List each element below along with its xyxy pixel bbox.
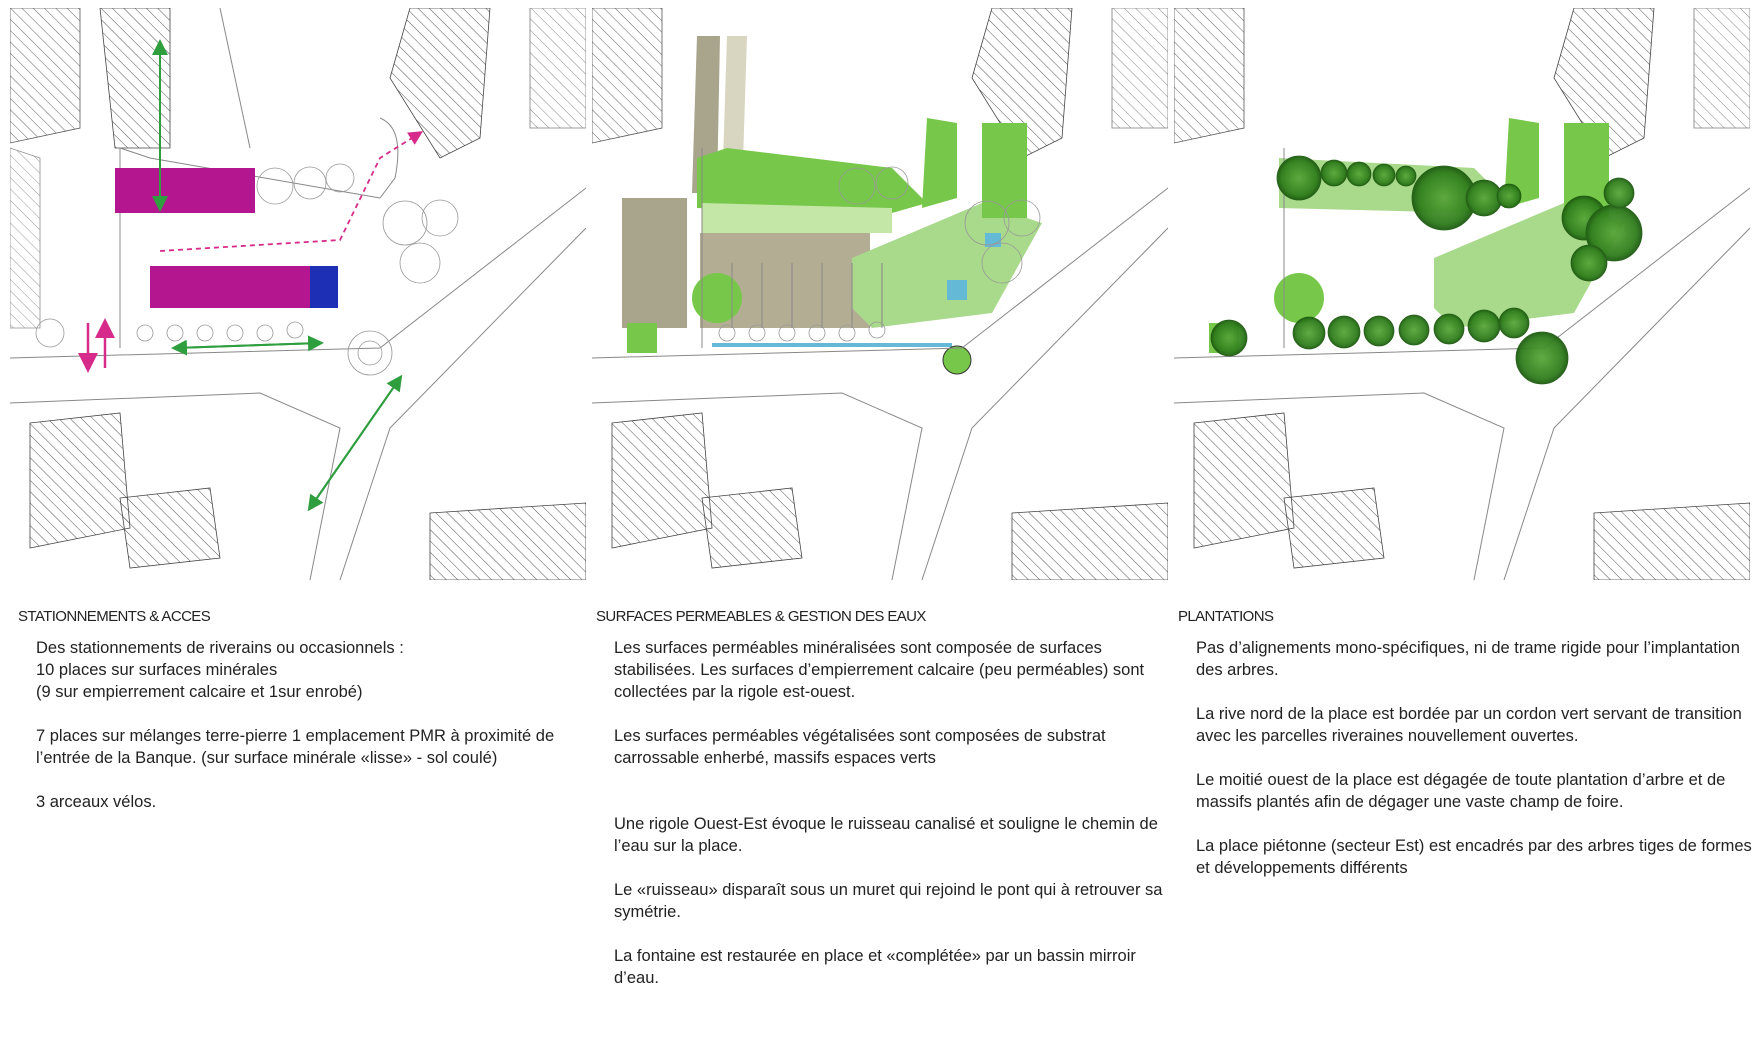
permeable-text-5: La fontaine est restaurée en place et «complétée» par un bassin mirroir d’eau. bbox=[614, 947, 1136, 987]
permeable-text-3: Une rigole Ouest-Est évoque le ruisseau canalisé et souligne le chemin de l’eau sur la place. bbox=[614, 815, 1158, 855]
parking-text-2: 7 places sur mélanges terre-pierre 1 emplacement PMR à proximité de l’entrée de la Banque. (sur surface minérale «lisse» - sol coulé) bbox=[36, 727, 555, 767]
parking-block-south bbox=[150, 266, 310, 308]
fountain-basin bbox=[947, 280, 967, 300]
heading-permeable: SURFACES PERMEABLES & GESTION DES EAUX bbox=[596, 608, 926, 625]
permeable-text-2: Les surfaces perméables végétalisées sont composées de substrat carrossable enherbé, massifs espaces verts bbox=[614, 727, 1106, 767]
lawn-strip bbox=[702, 203, 892, 233]
heading-parking: STATIONNEMENTS & ACCES bbox=[18, 608, 211, 625]
lawn-block bbox=[982, 123, 1027, 218]
parking-text-3: 3 arceaux vélos. bbox=[36, 793, 157, 811]
column-plantings bbox=[1178, 608, 1754, 901]
parking-text-1: Des stationnements de riverains ou occasionnels : 10 places sur surfaces minérales (9 sur empierrement calcaire et 1sur enrobé) bbox=[36, 639, 404, 701]
column-parking bbox=[18, 608, 594, 835]
pedestrian-arrows bbox=[88, 323, 105, 368]
plantings-text-3: Le moitié ouest de la place est dégagée de toute plantation d’arbre et de massifs plantés afin de dégager une vaste champ de foire. bbox=[1196, 771, 1726, 811]
site-plan-2 bbox=[592, 8, 1168, 580]
water-channel bbox=[712, 343, 952, 347]
site-plan-3 bbox=[1174, 8, 1750, 580]
pmr-parking bbox=[310, 266, 338, 308]
heading-plantings: PLANTATIONS bbox=[1178, 608, 1274, 625]
lawn-corner bbox=[627, 323, 657, 353]
plan-parking-access bbox=[10, 8, 586, 580]
lawn-east bbox=[922, 118, 957, 208]
column-permeable bbox=[596, 608, 1172, 1011]
plantings-text-4: La place piétonne (secteur Est) est encadrés par des arbres tiges de formes et développements différents bbox=[1196, 837, 1752, 877]
permeable-text-1: Les surfaces perméables minéralisées sont composée de surfaces stabilisées. Les surfaces d’empierrement calcaire (peu perméables) sont collectées par la rigole est-ouest. bbox=[614, 639, 1145, 701]
lawn-north bbox=[697, 148, 927, 213]
plan-plantings bbox=[1174, 8, 1750, 580]
plan-permeable-surfaces bbox=[592, 8, 1168, 580]
plantings-text-1: Pas d’alignements mono-spécifiques, ni de trame rigide pour l’implantation des arbres. bbox=[1196, 639, 1740, 679]
site-plan-1 bbox=[10, 8, 586, 580]
permeable-text-4: Le «ruisseau» disparaît sous un muret qui rejoind le pont qui à retrouver sa symétrie. bbox=[614, 881, 1163, 921]
roundabout-green bbox=[943, 346, 971, 374]
limestone-paving-west bbox=[622, 198, 687, 328]
lawn-circle-west bbox=[692, 273, 742, 323]
plantings-text-2: La rive nord de la place est bordée par un cordon vert servant de transition avec les parcelles riveraines nouvellement ouvertes. bbox=[1196, 705, 1742, 745]
parking-block-north bbox=[115, 168, 255, 213]
